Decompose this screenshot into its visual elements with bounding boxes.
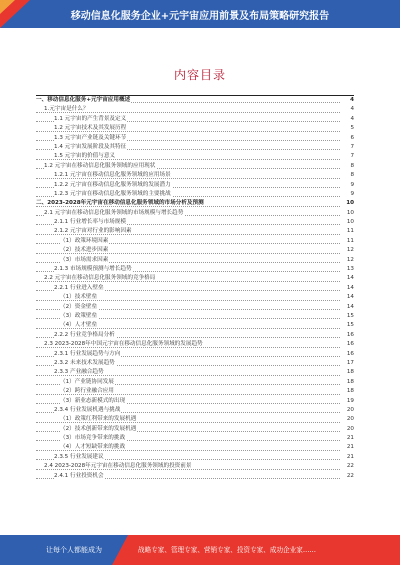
toc-entry-title: 2.3.3 产业融合趋势: [54, 369, 104, 376]
toc-entry-page: 13: [342, 265, 354, 274]
toc-entry[interactable]: [36, 162, 354, 171]
toc-entry-page: 8: [342, 171, 354, 180]
toc-entry-page: 9: [342, 181, 354, 190]
toc-entry-title: 2.4 2023-2028年元宇宙在移动信息化服务领域的投资前景: [44, 463, 192, 470]
toc-entry-title: 2.1.3 市场规模预测与增长趋势: [54, 266, 132, 273]
toc-entry[interactable]: [36, 134, 354, 143]
toc-entry[interactable]: [36, 303, 354, 312]
footer-divider-shape: [112, 535, 128, 565]
toc-entry[interactable]: [36, 312, 354, 321]
toc-entry-title: 1.2.1 元宇宙在移动信息化服务领域的应用场景: [54, 172, 171, 179]
toc-entry-title: 2.3.2 未来技术发展趋势: [54, 359, 115, 366]
toc-entry-title: 二、2023-2028年元宇宙在移动信息化服务领域的市场分析及预测: [36, 200, 204, 207]
toc-entry-page: 22: [342, 472, 354, 481]
toc-entry[interactable]: [36, 171, 354, 180]
toc-entry[interactable]: [36, 209, 354, 218]
toc-entry-page: 4: [342, 96, 354, 105]
toc-entry[interactable]: [36, 265, 354, 274]
toc-entry-title: 2.2 元宇宙在移动信息化服务领域的竞争格局: [44, 275, 156, 282]
toc-entry-page: 5: [342, 124, 354, 133]
toc-entry-page: 16: [342, 331, 354, 340]
toc-entry[interactable]: [36, 124, 354, 133]
toc-entry[interactable]: [36, 181, 354, 190]
toc-entry[interactable]: [36, 143, 354, 152]
toc-entry[interactable]: [36, 340, 354, 349]
toc-entry-title: 1.5 元宇宙的价值与意义: [54, 153, 116, 160]
toc-entry[interactable]: [36, 96, 354, 105]
toc-entry[interactable]: [36, 218, 354, 227]
toc-entry-title: 1.元宇宙是什么？: [44, 106, 89, 113]
toc-entry-title: 1.2.3 元宇宙在移动信息化服务领域的主要挑战: [54, 190, 171, 197]
toc-entry-title: （4）人才短缺带来的挑战: [60, 444, 126, 451]
toc-entry[interactable]: [36, 256, 354, 265]
table-of-contents: [36, 95, 354, 481]
footer-slogan-left: 让每个人都能成为: [0, 535, 122, 565]
toc-entry-page: 12: [342, 246, 354, 255]
toc-entry-page: 4: [342, 105, 354, 114]
toc-entry-title: 一、移动信息化服务+元宇宙应用概述: [36, 97, 131, 103]
toc-entry-title: （2）资金壁垒: [60, 303, 98, 310]
toc-entry[interactable]: [36, 199, 354, 208]
toc-entry-page: 4: [342, 115, 354, 124]
toc-entry-title: 2.4.1 行业投资机会: [54, 472, 104, 479]
toc-entry-page: 15: [342, 321, 354, 330]
toc-entry-title: （3）市场需求因素: [60, 256, 109, 263]
toc-entry-title: 2.3 2023-2028年中国元宇宙在移动信息化服务领域的发展趋势: [44, 341, 203, 348]
toc-entry-title: （1）产业链协同发展: [60, 378, 114, 385]
report-footer: [0, 535, 400, 565]
toc-entry-title: （4）人才壁垒: [60, 322, 98, 329]
toc-entry-title: （3）新业态新模式的出现: [60, 397, 126, 404]
toc-entry[interactable]: [36, 350, 354, 359]
toc-entry[interactable]: [36, 152, 354, 161]
toc-entry[interactable]: [36, 293, 354, 302]
toc-entry-title: 2.1 元宇宙在移动信息化服务领域的市场规模与增长趋势: [44, 209, 184, 216]
toc-entry[interactable]: [36, 443, 354, 452]
toc-entry[interactable]: [36, 274, 354, 283]
toc-entry-page: 14: [342, 274, 354, 283]
toc-entry-page: 11: [342, 237, 354, 246]
toc-entry-page: 22: [342, 462, 354, 471]
toc-entry[interactable]: [36, 359, 354, 368]
toc-entry-page: 10: [342, 209, 354, 218]
toc-entry-title: 2.2.1 行业进入壁垒: [54, 284, 104, 291]
toc-entry-page: 15: [342, 312, 354, 321]
report-title: 移动信息化服务企业+元宇宙应用前景及布局策略研究报告: [70, 11, 330, 22]
toc-entry-page: 7: [342, 143, 354, 152]
toc-entry[interactable]: [36, 387, 354, 396]
toc-entry-title: 2.3.5 行业发展建议: [54, 453, 104, 460]
toc-entry[interactable]: [36, 462, 354, 471]
toc-entry[interactable]: [36, 190, 354, 199]
toc-entry[interactable]: [36, 425, 354, 434]
toc-entry-title: 1.2.2 元宇宙在移动信息化服务领域的发展潜力: [54, 181, 171, 188]
toc-entry-title: 1.3 元宇宙产业链及关键环节: [54, 134, 127, 141]
toc-entry-page: 7: [342, 152, 354, 161]
toc-entry[interactable]: [36, 368, 354, 377]
toc-entry-page: 9: [342, 190, 354, 199]
toc-entry-page: 6: [342, 134, 354, 143]
toc-leader-dots: [36, 234, 340, 235]
toc-entry[interactable]: [36, 331, 354, 340]
toc-entry[interactable]: [36, 453, 354, 462]
toc-entry[interactable]: [36, 115, 354, 124]
toc-entry[interactable]: [36, 227, 354, 236]
toc-entry-page: 20: [342, 406, 354, 415]
toc-entry-page: 14: [342, 284, 354, 293]
toc-entry-title: 2.3.4 行业发展机遇与挑战: [54, 406, 121, 413]
toc-entry-page: 8: [342, 162, 354, 171]
footer-slogan-right: 战略专家、管理专家、营销专家、投资专家、成功企业家……: [128, 535, 400, 565]
toc-entry-title: （3）市场竞争带来的挑战: [60, 435, 126, 442]
toc-entry-page: 14: [342, 293, 354, 302]
toc-entry-page: 21: [342, 434, 354, 443]
toc-entry[interactable]: [36, 397, 354, 406]
toc-entry[interactable]: [36, 378, 354, 387]
toc-entry-page: 18: [342, 387, 354, 396]
toc-entry-title: 2.3.1 行业发展趋势与方向: [54, 350, 121, 357]
toc-entry-title: （3）政策壁垒: [60, 312, 98, 319]
toc-entry[interactable]: [36, 321, 354, 330]
toc-entry-title: （2）跨行业融合应用: [60, 388, 114, 395]
toc-entry[interactable]: [36, 472, 354, 481]
toc-entry-page: 10: [342, 199, 354, 208]
toc-entry[interactable]: [36, 237, 354, 246]
toc-entry-title: （1）政策红利带来的发展机遇: [60, 416, 137, 423]
toc-entry-title: 2.2.2 行业竞争格局分析: [54, 331, 115, 338]
toc-entry-title: （2）技术进步因素: [60, 247, 109, 254]
report-header: [0, 0, 400, 28]
toc-entry-title: 1.2 元宇宙在移动信息化服务领域的应用现状: [44, 162, 156, 169]
toc-entry-page: 20: [342, 415, 354, 424]
toc-entry-title: 2.1.1 行业增长率与市场规模: [54, 219, 126, 226]
toc-entry-page: 12: [342, 256, 354, 265]
toc-entry-title: 1.4 元宇宙发展阶段及其特征: [54, 143, 127, 150]
toc-entry-page: 14: [342, 303, 354, 312]
toc-entry[interactable]: [36, 105, 354, 114]
toc-entry-title: 1.2 元宇宙技术及其发展历程: [54, 125, 127, 132]
toc-entry[interactable]: [36, 284, 354, 293]
toc-entry-page: 16: [342, 350, 354, 359]
toc-entry-title: （1）政策环境因素: [60, 237, 109, 244]
toc-entry[interactable]: [36, 246, 354, 255]
toc-entry-page: 10: [342, 218, 354, 227]
toc-entry-title: （1）技术壁垒: [60, 294, 98, 301]
toc-entry-page: 17: [342, 359, 354, 368]
toc-entry-title: 1.1 元宇宙的产生背景及定义: [54, 115, 127, 122]
toc-entry[interactable]: [36, 406, 354, 415]
toc-entry[interactable]: [36, 434, 354, 443]
toc-entry-page: 21: [342, 453, 354, 462]
toc-entry-title: （2）技术创新带来的发展机遇: [60, 425, 137, 432]
toc-entry-page: 19: [342, 397, 354, 406]
toc-entry-page: 11: [342, 227, 354, 236]
toc-heading: 内容目录: [173, 68, 226, 82]
toc-entry-page: 16: [342, 340, 354, 349]
toc-entry-title: 2.1.2 元宇宙对行业的影响因素: [54, 228, 132, 235]
toc-entry-page: 18: [342, 368, 354, 377]
toc-entry-page: 20: [342, 425, 354, 434]
toc-entry-page: 21: [342, 443, 354, 452]
toc-entry-page: 18: [342, 378, 354, 387]
toc-entry[interactable]: [36, 415, 354, 424]
